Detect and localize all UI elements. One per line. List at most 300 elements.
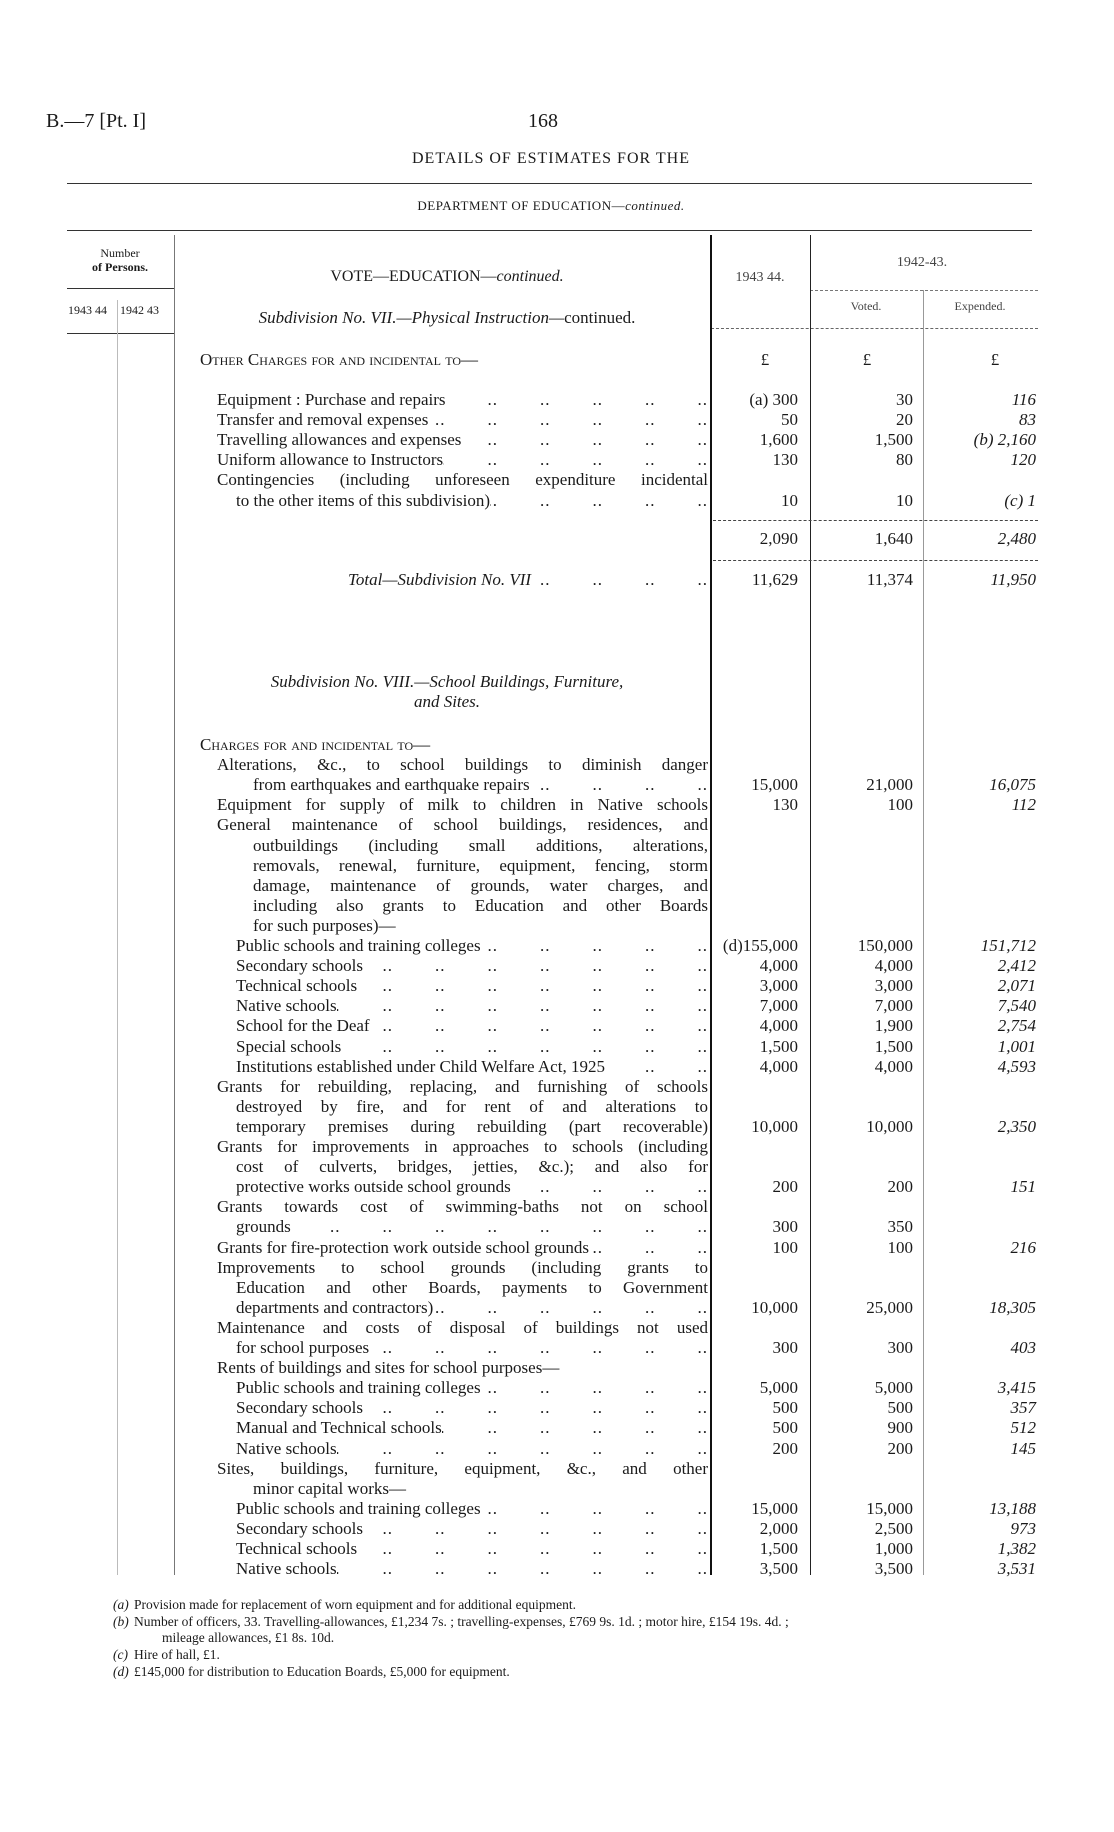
table-row [0,410,1114,430]
estimate-1943: 4,000 [759,1056,798,1076]
dot-leader [337,1559,708,1579]
persons-header-line: of Persons. [92,260,148,274]
item-description-text: Manual and Technical schools [236,1418,442,1438]
item-description-text: temporary premises during rebuilding (part recoverable) [236,1116,708,1136]
item-description-text: Native schools [236,996,337,1016]
vote-title [330,268,563,286]
expended-1942: 1,382 [997,1539,1036,1558]
col-header-1942: 1942-43. [896,255,948,270]
item-description [253,896,708,916]
table-row [0,1077,1114,1097]
estimate-1943: 4,000 [759,1016,798,1036]
table-row [0,876,1114,896]
estimate-1943: 1,500 [759,1539,798,1558]
total-row [0,570,1114,590]
footnote-mark: (d) [113,1663,129,1679]
table-row [0,976,1114,996]
voted-1942: 1,000 [874,1539,913,1558]
voted-1942: 25,000 [866,1297,913,1317]
item-description-text: Uniform allowance to Instructors [217,450,444,470]
item-description-text: Contingencies (including unforeseen expenditure incidental [217,470,708,490]
item-description-text: Education and other Boards, payments to Government [236,1277,708,1297]
table-row [0,755,1114,775]
item-description [236,1439,708,1459]
dot-leader [337,996,708,1016]
voted-1942: 7,000 [874,996,913,1016]
footnote-text: Number of officers, 33. Travelling-allowances, £1,234 7s. ; travelling-expenses, £769 9s. 1d. ; motor hire, £154 19s. 4d. ; [134,1613,789,1629]
estimate-1943: 5,000 [759,1378,798,1398]
item-description-text: General maintenance of school buildings, residences, and [217,815,708,835]
subdivision-title: Subdivision No. VII.—Physical Instruction— [258,308,565,327]
dot-leader [442,1418,708,1438]
item-description-text: Grants towards cost of swimming-baths not on school [217,1197,708,1217]
table-row [0,1559,1114,1579]
item-description-text: Alterations, &c., to school buildings to diminish danger [217,755,708,775]
item-description [253,876,708,896]
item-description-text: Native schools [236,1559,337,1579]
persons-year-1943: 1943 44 [68,303,107,317]
item-description-text: cost of culverts, bridges, jetties, &c.); and also for [236,1157,708,1177]
item-description [217,795,708,815]
table-row [0,936,1114,956]
table-row [0,1318,1114,1338]
expended-1942: 2,071 [997,976,1036,996]
estimate-1943: (d)155,000 [722,936,798,955]
item-description-text: Grants for rebuilding, replacing, and furnishing of schools [217,1076,708,1096]
table-row [0,896,1114,916]
item-description-text: damage, maintenance of grounds, water charges, and [253,875,708,895]
table-row [0,815,1114,835]
item-description [217,450,708,470]
item-description [217,815,708,835]
table-row [0,856,1114,876]
footnote-text: £145,000 for distribution to Education Boards, £5,000 for equipment. [134,1663,510,1679]
table-row [0,491,1114,511]
item-description [236,936,708,956]
table-row [0,1037,1114,1057]
voted-1942: 15,000 [866,1498,913,1518]
table-row [0,1057,1114,1077]
voted-1942: 10,000 [866,1116,913,1136]
voted-1942: 3,000 [874,976,913,996]
estimate-1943: 130 [772,450,798,470]
expended-1942: 112 [1011,795,1036,815]
persons-year-1942: 1942 43 [120,303,159,317]
item-description-text: Transfer and removal expenses [217,410,429,430]
estimate-1943: 100 [772,1237,798,1257]
subtotal-1943: 2,090 [759,529,798,548]
currency-symbol: £ [760,350,770,369]
item-description-text: for school purposes [236,1338,370,1357]
item-description-text: protective works outside school grounds [236,1177,511,1197]
divider [711,328,1038,329]
item-description-text: Native schools [236,1438,337,1458]
item-description-text: Secondary schools [236,956,364,976]
item-description [236,976,708,996]
voted-1942: 4,000 [874,1056,913,1076]
voted-1942: 4,000 [874,956,913,976]
voted-1942: 100 [887,1237,913,1257]
item-description [236,1378,708,1398]
table-row [0,1097,1114,1117]
voted-1942: 200 [887,1177,913,1197]
dot-leader [481,936,708,956]
estimate-1943: 7,000 [759,996,798,1016]
item-description [253,916,396,936]
item-description [253,856,708,876]
item-description [236,1117,708,1137]
item-description [236,956,708,976]
persons-header [92,246,148,274]
item-description [217,1238,708,1258]
page-title: DETAILS OF ESTIMATES FOR THE [412,150,690,167]
estimate-1943: 300 [772,1217,798,1237]
voted-1942: 1,500 [874,1036,913,1056]
estimate-1943: 10 [781,490,798,510]
voted-1942: 20 [896,410,913,430]
voted-1942: 900 [887,1418,913,1438]
estimate-1943: 130 [772,795,798,815]
item-description [253,836,708,856]
item-description [253,775,708,795]
dot-leader [370,1016,708,1036]
table-row [0,1439,1114,1459]
footnote-mark: (b) [113,1613,129,1629]
estimate-1943: 200 [772,1177,798,1197]
voted-1942: 5,000 [874,1378,913,1398]
item-description-text: from earthquakes and earthquake repairs [253,775,530,795]
item-description-text: Secondary schools [236,1398,364,1418]
table-row [0,450,1114,470]
table-row [0,1157,1114,1177]
table-row [0,1479,1114,1499]
expended-1942: 7,540 [997,996,1036,1016]
dot-leader [357,976,708,996]
dot-leader [363,956,708,976]
table-row [0,470,1114,490]
table-row [0,836,1114,856]
dot-leader [443,450,708,470]
item-description-text: Grants for fire-protection work outside school grounds [217,1237,590,1257]
item-description [217,1318,708,1338]
expended-1942: (b) 2,160 [973,430,1036,450]
voted-1942: 1,900 [874,1016,913,1036]
item-description [217,755,708,775]
dot-leader [291,1217,708,1237]
continued-label: continued. [564,308,636,327]
table-row [0,1539,1114,1559]
item-description-text: Public schools and training colleges [236,1498,481,1518]
item-description [236,1418,708,1438]
table-row [0,430,1114,450]
item-description-text: Institutions established under Child Welfare Act, 1925 [236,1056,605,1076]
item-description-text: Rents of buildings and sites for school purposes— [217,1358,560,1378]
item-description-text: Sites, buildings, furniture, equipment, &c., and other [217,1458,708,1478]
item-description [236,1037,708,1057]
table-row [0,1197,1114,1217]
expended-1942: 145 [1010,1438,1036,1458]
estimate-1943: (a) 300 [749,390,798,409]
subtotal-row [0,529,1114,549]
item-description [236,1278,708,1298]
expended-1942: 13,188 [989,1498,1036,1518]
table-row [0,1258,1114,1278]
voted-1942: 3,500 [874,1559,913,1579]
table-row [0,1358,1114,1378]
col-header-1943: 1943 44. [735,270,785,285]
item-description [217,1258,708,1278]
total-label-text: Total—Subdivision No. VII [348,570,532,589]
dot-leader [363,1519,708,1539]
item-description [217,1358,559,1378]
item-description [236,1217,708,1237]
item-description-text: Special schools [236,1036,342,1056]
item-description [236,1338,708,1358]
voted-1942: 10 [896,490,913,510]
item-description [217,410,708,430]
item-description [236,1539,708,1559]
subtotal-voted: 1,640 [874,529,913,548]
item-description [236,1519,708,1539]
voted-1942: 80 [896,450,913,470]
estimate-1943: 15,000 [751,775,798,795]
currency-row [0,350,1114,370]
estimate-1943: 10,000 [751,1116,798,1136]
item-description [236,1559,708,1579]
dot-leader [481,1499,708,1519]
currency-symbol: £ [990,350,1000,369]
subtotal-rule [713,520,1038,521]
item-description-text: Travelling allowances and expenses [217,430,462,450]
expended-1942: 120 [1010,450,1036,470]
item-description [217,1459,708,1479]
item-description-text: Equipment for supply of milk to children in Native schools [217,795,708,815]
total-label [348,570,708,590]
table-row [0,390,1114,410]
voted-1942: 2,500 [874,1518,913,1538]
item-description [236,1298,708,1318]
estimate-1943: 1,600 [759,430,798,450]
expended-1942: 973 [1010,1518,1036,1538]
voted-1942: 300 [887,1338,913,1357]
page-number: 168 [528,110,558,132]
divider [67,288,174,289]
dot-leader [363,1398,708,1418]
item-description [236,1097,708,1117]
continued-label: continued. [496,268,564,285]
table-row [0,1238,1114,1258]
table-row [0,1177,1114,1197]
divider [67,333,174,334]
voted-1942: 350 [887,1217,913,1237]
item-description-text: to the other items of this subdivision) [236,490,491,510]
footnote-mark: (a) [113,1597,129,1612]
col-header-voted: Voted. [850,299,882,313]
table-row [0,1016,1114,1036]
table-row [0,735,1114,755]
voted-1942: 100 [887,795,913,815]
table-row [0,1398,1114,1418]
table-row [0,1418,1114,1438]
table-row [0,1338,1114,1358]
expended-1942: 357 [1010,1398,1036,1418]
table-row [0,996,1114,1016]
footnote-text: Hire of hall, £1. [134,1647,220,1663]
dot-leader [511,1177,708,1197]
total-rule [713,560,1038,561]
expended-1942: 2,350 [997,1116,1036,1136]
expended-1942: 151,712 [980,936,1036,955]
expended-1942: 3,531 [997,1559,1036,1579]
expended-1942: 512 [1010,1418,1036,1438]
dot-leader [481,1378,708,1398]
dot-leader [490,491,708,511]
estimate-1943: 10,000 [751,1297,798,1317]
estimate-1943: 3,000 [759,976,798,996]
item-description [217,470,708,490]
group-label: Other Charges for and incidental to— [200,350,479,369]
item-description-text: School for the Deaf [236,1016,370,1036]
subdivision-8-heading-cont: and Sites. [413,692,481,711]
divider [810,290,1038,291]
item-description-text: outbuildings (including small additions, alterations, [253,835,708,855]
item-description [217,430,708,450]
table-row [0,1278,1114,1298]
table-row [0,1217,1114,1237]
estimate-1943: 300 [772,1338,798,1357]
currency-symbol: £ [862,350,872,369]
estimate-1943: 3,500 [759,1559,798,1579]
voted-1942: 200 [887,1438,913,1458]
expended-1942: 216 [1010,1237,1036,1257]
dot-leader [428,410,708,430]
item-description-text: departments and contractors) [236,1297,434,1317]
item-description [236,1177,708,1197]
table-row [0,775,1114,795]
voted-1942: 500 [887,1398,913,1418]
item-description-text: Technical schools [236,976,358,996]
dot-leader [337,1439,708,1459]
department-heading [417,198,684,214]
estimate-1943: 500 [772,1398,798,1418]
footnote-text: Provision made for replacement of worn equipment and for additional equipment. [134,1597,576,1612]
estimate-1943: 500 [772,1418,798,1438]
item-description [236,491,708,511]
table-row [0,1117,1114,1137]
expended-1942: 83 [1019,410,1036,430]
table-row [0,1137,1114,1157]
footnote-text: mileage allowances, £1 8s. 10d. [162,1630,335,1646]
expended-1942: 2,754 [997,1016,1036,1036]
dot-leader [461,430,708,450]
item-description [236,1398,708,1418]
item-description-text: Technical schools [236,1539,358,1558]
item-description-text: Public schools and training colleges [236,936,481,955]
table-row [0,956,1114,976]
total-voted: 11,374 [866,570,913,589]
expended-1942: 116 [1011,390,1036,409]
item-description [236,1499,708,1519]
item-description [253,1479,406,1499]
item-description-text: minor capital works— [253,1478,406,1498]
item-description [217,1077,708,1097]
item-description-text: removals, renewal, furniture, equipment, fencing, storm [253,855,708,875]
subtotal-expended: 2,480 [997,529,1036,548]
department-name: DEPARTMENT OF EDUCATION— [417,198,626,213]
item-description-text: Secondary schools [236,1518,364,1538]
continued-label: continued. [625,198,685,213]
table-row [0,1459,1114,1479]
item-description-text: Public schools and training colleges [236,1378,481,1398]
document-code: B.—7 [Pt. I] [46,110,146,132]
dot-leader [446,390,709,410]
dot-leader [530,775,708,795]
expended-1942: 151 [1010,1177,1036,1197]
estimate-1943: 15,000 [751,1498,798,1518]
expended-1942: 18,305 [989,1297,1036,1317]
table-row [0,1298,1114,1318]
dot-leader [357,1539,708,1559]
item-description-text: destroyed by fire, and for rent of and alterations to [236,1096,708,1116]
footnote-mark: (c) [113,1647,128,1663]
total-1943: 11,629 [751,570,798,589]
table-row [0,1378,1114,1398]
total-expended: 11,950 [990,570,1036,589]
item-description [217,390,708,410]
expended-1942: 403 [1010,1338,1036,1357]
dot-leader [369,1338,708,1358]
persons-header-line: Number [100,246,140,260]
item-description [236,1157,708,1177]
table-row [0,795,1114,815]
item-description-text: Grants for improvements in approaches to schools (including [217,1137,708,1156]
vote-name: VOTE—EDUCATION— [330,268,497,285]
item-description [217,1137,708,1157]
estimate-1943: 200 [772,1438,798,1458]
item-description-text: Equipment : Purchase and repairs [217,390,446,409]
expended-1942: 1,001 [997,1036,1036,1056]
expended-1942: (c) 1 [1004,490,1036,510]
estimate-1943: 50 [781,410,798,430]
col-header-expended: Expended. [954,299,1006,313]
item-description-text: Charges for and incidental to— [200,735,431,754]
voted-1942: 150,000 [857,936,913,955]
voted-1942: 1,500 [874,430,913,450]
item-description-text: Maintenance and costs of disposal of buildings not used [217,1317,708,1337]
estimate-1943: 4,000 [759,956,798,976]
voted-1942: 30 [896,390,913,409]
expended-1942: 3,415 [997,1378,1036,1398]
expended-1942: 2,412 [997,956,1036,976]
subdivision-8-heading: Subdivision No. VIII.—School Buildings, Furniture, [270,672,624,691]
table-row [0,1519,1114,1539]
voted-1942: 21,000 [866,775,913,795]
subdivision-7-heading [259,308,636,328]
dot-leader [433,1298,708,1318]
table-row [0,916,1114,936]
table-row [0,1499,1114,1519]
expended-1942: 4,593 [997,1056,1036,1076]
estimate-1943: 1,500 [759,1036,798,1056]
estimate-1943: 2,000 [759,1518,798,1538]
divider [67,230,1032,231]
item-description-text: Improvements to school grounds (including grants to [217,1257,708,1277]
item-description-text: for such purposes)— [253,915,396,935]
item-description [217,1197,708,1217]
item-description-text: including also grants to Education and other Boards [253,895,708,915]
item-description-text: grounds [236,1217,291,1237]
item-description [200,735,430,755]
